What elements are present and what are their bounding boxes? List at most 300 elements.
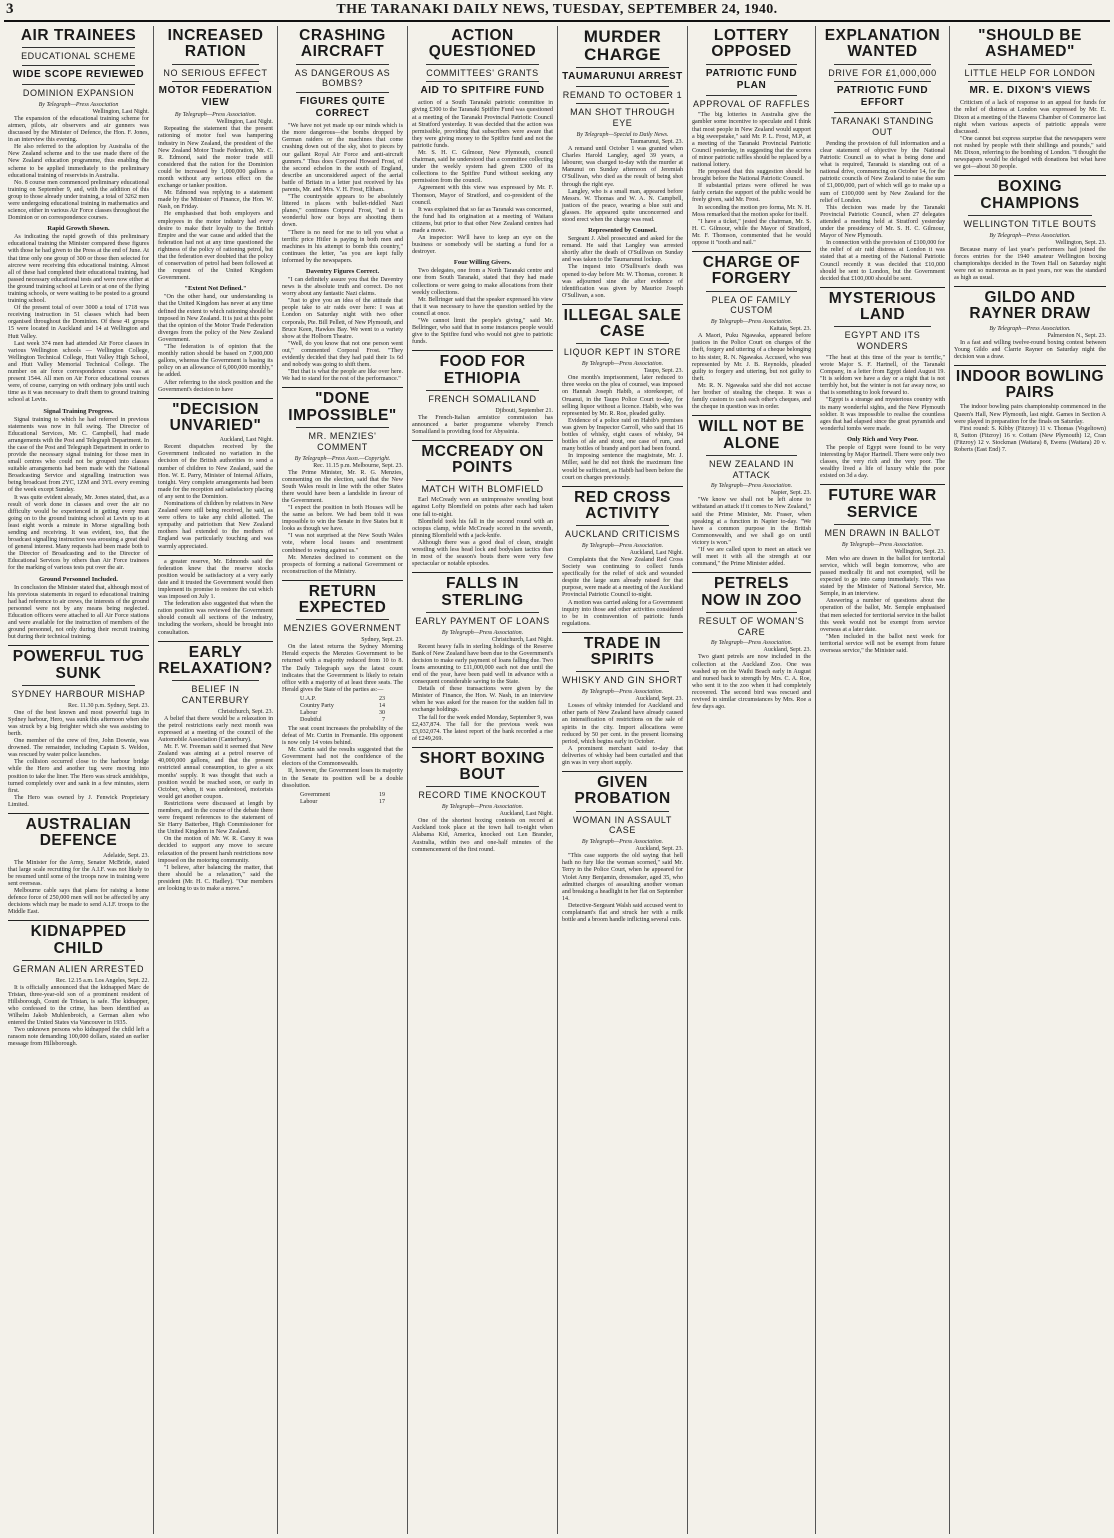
headline: FUTURE WAR SERVICE [828,487,937,521]
headline: CHARGE OF FORGERY [702,254,801,288]
deck: AS DANGEROUS AS BOMBS? [294,67,391,89]
byline: By Telegraph—Press Association. [710,640,793,647]
paragraph: Mr. S. H. C. Gilmour, New Plymouth, council chairman, said he understood that a committee collecting under the weekly system had given £300 of its collections to the Spitfire Fund without seeking any permission from the council. [412,149,553,185]
paragraph: Last week 374 men had attended Air Force classes in various Wellington schools — Wellington College, Wellington Technical College, Hutt Valley High School, and Hutt Valley Memorial Technical College. The number on air force correspondence courses was at present 1544. All men on Air Force educational courses were, of course, carrying on with ordinary jobs until such time as it was necessary to draft them to ground training school at Levin. [8,340,149,404]
party-name: Labour [300,798,318,805]
dateline: Wellington, Last Night. [92,108,149,115]
headline: POWERFUL TUG SUNK [12,648,145,682]
paragraph: "The countryside appears to be absolutely littered in places with bullet-riddled Nazi planes," continues Corporal Frost, "and it is wonderful how our boys are shooting them down. [282,194,403,229]
seat-count: 30 [379,709,385,716]
paragraph: "We have not yet made up our minds which is the more dangerous—the bombs dropped by German raiders or the machines that come crashing down out of the sky, shot to pieces by our gallant Royal Air Force and anti-aircraft gunners." Thus does Corporal Howard Frost, of the second echelon in the south of England, describe an unconsidered aspect of the aerial battle of Britain in a letter just received by his parents, Mr. and Mrs. V. H. Frost, Eltham. [282,123,403,193]
paragraph: Although there was a good deal of clean, straight wrestling with less head lock and bodyslam tactics than in most of the season's bouts there were very few spectacular or notable episodes. [412,539,553,568]
paragraph: It was quite evident already, Mr. Jones stated, that, as a result of work done in classes and over the air no difficulty would be experienced in getting every man going on to the ground training school at Levin up to at least eight words a minute in Morse signalling both sending and receiving. It was evident, too, that the broadcast signalling instruction was arousing a great deal of general interest. Many requests had been made both to the Director of Broadcasting and to the Director of Educational Services by others than Air Force trainees for the marking of various tests put over the air. [8,494,149,572]
byline: By Telegraph—Press Association. [441,804,524,811]
article-not-alone [692,419,811,568]
paragraph: Complaints that the New Zealand Red Cross Society was continuing to collect funds specifically for the relief of sick and wounded despite the large sum already raised for that purpose, were made at a meeting of the Auckland Provincial Patriotic Council to-night. [562,557,683,599]
deck: MAN SHOT THROUGH EYE [570,107,675,129]
deck: GERMAN ALIEN ARRESTED [12,963,145,974]
article-body [8,116,149,222]
headline: INDOOR BOWLING PAIRS [955,367,1105,402]
subheading: Represented by Counsel. [588,227,657,235]
article-body [412,415,553,436]
paragraph: Mr. Bellringer said that the speaker expressed his view that it was necessary to have the question settled by the council at once. [412,296,553,317]
article-body [8,985,149,1049]
party-name: Country Party [300,702,334,709]
headline: MYSTERIOUS LAND [828,289,937,324]
party-name: Labour [300,709,318,716]
paragraph: Melbourne cable says that plans for raising a home defence force of 250,000 men will not be affected by any decisions which may be made to send A.I.F. troops to the Middle East. [8,887,149,916]
article-gildo-rayner [954,290,1106,361]
tally-row [300,717,385,724]
article-body [562,853,683,924]
paragraph: "Just to give you an idea of the attitude that people take to air raids over here: I was at London on Saturday night with two other corporals, Pte. Bill Pellett, of New Plymouth, and Bruce Keen, Hawkes Bay. We went to a variety show at the Holborn Theatre. [282,298,404,340]
deck: SYDNEY HARBOUR MISHAP [11,688,146,699]
byline: By Telegraph—Special to Daily News. [576,132,669,139]
paragraph: "I have a ticket," jested the chairman, Mr. S. H. C. Gilmour, while the Mayor of Stratford, Mr. F. Thomson, commented that he would oppose it "tooth and nail." [692,218,811,247]
article-body [954,340,1106,361]
paragraph: A motion was carried asking for a Government inquiry into those and other activities considered to be in contravention of patriotic funds regulations. [562,599,683,627]
deck: NO SERIOUS EFFECT [163,67,268,78]
dateline: Napier, Sept. 23. [770,490,811,497]
headline: PETRELS NOW IN ZOO [701,575,802,609]
paragraph: Evidence of a police raid on Habib's premises was given by Inspector Carroll, who said that 16 bottles of whisky, eight cases of whisky, 94 bottles of ale and stout, one case of rum, and many bottles of brandy and port had been found. [562,417,683,453]
paragraph: The fall for the week ended Monday, September 9, was £2,437,874. The fall for the previous week was £3,032,074. The latest report of the bank recorded a rise of £249,269. [412,714,553,742]
article-crashing-aircraft [282,28,403,383]
paragraph: The Minister for the Army, Senator McBride, stated that large scale recruiting for the A.I.F. was not likely to be resumed until some of the troops now in training were sent overseas. [8,859,149,887]
tally-row [300,710,385,717]
article-body [8,234,149,404]
article-body [8,417,149,573]
byline: By Telegraph—Press Association. [581,839,664,846]
paragraph: Because many of last year's performers had joined the forces entries for the 1940 amateur Wellington boxing championships decided in the Town Hall on Saturday night were not so numerous as in past years, nor was the standard as high as usual. [954,246,1106,281]
party-name: U.A.P. [300,695,316,702]
headline: KIDNAPPED CHILD [30,923,127,957]
article-body [412,100,553,256]
article-lottery-opposed [692,28,811,247]
paragraph: "On the other hand, our understanding is that the United Kingdom has never at any time defined the extent to which rationing should be imposed in New Zealand. It is just at this point that the opinion of the Motor Trade Federation diverges from the policy of the New Zealand Government. [158,294,273,343]
headline: GILDO AND RAYNER DRAW [969,289,1091,323]
subheading: Four Willing Givers. [453,259,512,267]
byline: By Telegraph—Press Association [38,101,119,108]
headline: EXPLANATION WANTED [824,27,941,61]
paragraph: In a fast and willing twelve-round boxing contest between Young Gildo and Clarrie Rayner on Saturday night the decision was a draw. [954,339,1106,360]
paragraph: Sergeant J. Abel prosecuted and asked for the remand. He said that Langley was arrested shortly after the death of O'Sullivan on Sunday and was taken to the Taumarunui lockup. [562,236,683,264]
paragraph: A remand until October 1 was granted when Charles Harold Langley, aged 39 years, a labourer, was charged to-day with the murder at Manunui on Sunday afternoon of Jeremiah O'Sullivan, who died as the result of being shot through the right eye. [562,146,683,188]
byline: By Telegraph—Press Association. [581,689,664,696]
article-body [692,333,811,411]
paragraph: "If we are called upon to meet an attack we will meet it with all the strength at our command," the Prime Minister added. [692,547,811,568]
article-tug [8,649,149,809]
party-name: Government [300,791,330,798]
paragraph: "We know we shall not be left alone to withstand an attack if it comes to New Zealand," said the Prime Minister, Mr. Fraser, when speaking at a function in Napier to-day. "We have a common purpose in the British Commonwealth, and we shall go on until victory is won." [692,497,811,546]
headline: EARLY RELAXATION? [158,643,273,677]
article-increased-ration [158,28,273,394]
article-should-be-ashamed [954,28,1106,171]
article-done-impossible [282,391,403,576]
paragraph: In seconding the motion pro forma, Mr. N. H. Moss remarked that the motion spoke for itself. [692,204,811,218]
paragraph: "I can definitely assure you that the Daventry news is the absolute truth and correct. Do not worry about any fantastic Nazi claims. [282,277,403,298]
article-body [158,294,273,393]
paragraph: "I believe, after balancing the matter, that there should be a relaxation," said the president (Mr. H. C. Hadley). "Our members are looking to us to make a move." [158,864,273,893]
tally-row [300,703,385,710]
deck: APPROVAL OF RAFFLES [693,98,810,109]
headline: AIR TRAINEES [20,27,137,44]
article-body [158,716,273,893]
page-number: 3 [6,1,14,17]
headline: BOXING CHAMPIONS [980,178,1080,212]
byline: By Telegraph—Press Association. [841,541,924,548]
dateline: Taumarunui, Sept. 23. [629,139,683,146]
headline: ILLEGAL SALE CASE [563,306,682,341]
article-body [282,470,403,576]
paragraph: First round: S. Kibby (Fitzroy) 11 v. Thomas (Vogeltown) 8, Sutton (Fitzroy) 16 v. Cottam (New Plymouth) 12, Cran (Fitzroy) 12 v. Stockman (Waitara) 8, Ewens (Waitara) 20 v. Roberts (East End) 7. [954,425,1106,453]
headline: LOTTERY OPPOSED [711,27,792,61]
article-body [158,126,273,282]
article-kidnapped [8,924,149,1048]
deck: NEW ZEALAND IN ATTACK [709,458,794,480]
dateline: Auckland, Sept. 23. [635,696,683,703]
seat-count: 17 [379,798,385,805]
paragraph: Signal training to which he had referred in previous statements was now in full swing. The Director of Educational Services, Mr. C. Campbell, had made arrangements with the Post and Telegraph Department. In the case of the Post and Telegraph Department in order to provide the necessary signal training for those men in small centres who could not be grouped into classes suitable arrangements had been made with the National Broadcasting Service and signalling instruction was being broadcast from 2YC, 1ZM and 3YL every evening of the week except Sunday. [8,416,149,494]
article-decision-unvaried [158,402,273,551]
paragraph: In imposing sentence the magistrate, Mr. J. Miller, said he did not think the maximum fine would be sufficient, as Habib had been before the court on charges previously. [562,453,683,481]
paragraph: He emphasised that both employers and employees in the motor industry had every desire to make their loyalty to the British Empire and the war cause and added that the federation had not at any time questioned the rightness of the policy of rationing petrol, but that the federation ever doubted that the policy of conservation of petrol had been followed at the request of the United Kingdom Government. [158,211,273,282]
column-1 [4,26,154,1534]
dateline: Auckland, Last Night. [629,550,683,557]
tally-row [300,696,385,703]
paragraph: "I was not surprised at the New South Wales vote, where local issues and resentment combined to swing against us." [282,533,403,554]
senate-tally [300,792,385,806]
deck: MR. MENZIES' COMMENT [308,430,377,452]
deck: AID TO SPITFIRE FUND [420,85,545,97]
dateline: Rec. 11.15 p.m. Melbourne, Sept. 23. [313,462,403,469]
dateline: Taupo, Sept. 23. [643,368,683,375]
paragraph: Two giant petrels are now included in the collection at the Auckland Zoo. One was washed up on the Waihi Beach early in August and nursed back to strength by Mrs. C. A. Roe, who sent it to the zoo when it had completely recovered. The second bird was rescued and revived in similar circumstances by Mrs. Roe a few days ago. [692,654,811,711]
deck: COMMITTEES' GRANTS [426,67,539,78]
seat-count: 19 [379,791,385,798]
paragraph: "The federation is of opinion that the monthly ration should be based on 7,000,000 gallons, whereas the Government is basing its policy on an allowance of 6,000,000 monthly," he added. [158,344,273,379]
paragraph: Blomfield took his fall in the second round with an octopus clamp, while McCready scored in the seventh, pinning Blomfield with a jack-knife. [412,518,553,539]
deck: AUCKLAND CRITICISMS [565,529,680,540]
deck: MOTOR FEDERATION VIEW [158,85,273,109]
article-australian-defence [8,817,149,916]
paragraph: One month's imprisonment, later reduced to three weeks on the plea of counsel, was imposed on Hannah Joseph Habib, a storekeeper, of Oruanui, in the Taupo Police Court to-day, for selling liquor without a licence. Habib, who was represented by Mr. R. Roe, pleaded guilty. [562,375,683,417]
article-body [692,654,811,711]
paragraph: He proposed that this suggestion should be brought before the National Patriotic Council. [692,169,811,183]
paragraph: After referring to the stock position and the Government's decision to have [158,379,273,393]
party-tally [300,696,385,724]
article-body [282,726,403,790]
column-8 [950,26,1110,1534]
deck: LIQUOR KEPT IN STORE [563,347,682,358]
article-boxing-champions [954,179,1106,282]
seat-count: 23 [379,695,385,702]
dateline: Kaitaia, Sept. 23. [769,326,811,333]
deck: EDUCATIONAL SCHEME [21,51,136,62]
paragraph: One member of the crew of five, John Downie, was drowned. The remainder, including Captain S. Weldon, was rescued by water police launches. [8,738,149,759]
paragraph: On the latest returns the Sydney Morning Herald expects the Menzies Government to be returned with a majority reduced from 10 to 8. The Daily Telegraph says the latest count indicates that the Government is likely to retain office with a majority of at least three seats. The Herald gives the State of the parties as:— [282,644,403,693]
article-body [692,112,811,247]
headline: INCREASED RATION [167,27,264,61]
subheading: Ground Personnel Included. [39,575,118,583]
article-body [820,556,945,655]
article-action-questioned [412,28,553,346]
paragraph: Of the present total of over 3000 a total of 1718 was receiving instruction in 51 classes which had been organised throughout the Dominion. Of these 41 groups 15 were located in Auckland and 14 at Wellington and Hutt Valley. [8,305,149,340]
subheading: Rapid Growth Shown. [47,225,110,233]
article-murder-charge [562,28,683,300]
paragraph: On the motion of Mr. W. R. Carey it was decided to support any move to secure relaxation of the present harsh restrictions now imposed on the motoring community. [158,836,273,864]
paragraph: The expansion of the educational training scheme for airmen, pilots, air observers and air gunners was discussed by the Minister of Defence, the Hon. F. Jones, in an interview this evening. [8,115,149,144]
paragraph: He also referred to the adoption by Australia of the New Zealand scheme and to the use made there of the New Zealand education programme, thus enabling the scheme to be applied immediately to the preliminary educational training of reservists in Australia. [8,144,149,179]
seat-count: 14 [379,702,385,709]
headline: SHORT BOXING BOUT [419,749,546,784]
dateline: Auckland, Sept. 23. [635,846,683,853]
article-falls-sterling [412,576,553,743]
paragraph: action of a South Taranaki patriotic committee in giving £300 to the Taranaki Spitfire Fund was questioned at a meeting of the Taranaki Provincial Patriotic Council at Stratford yesterday. It was decided that the action was permissible, providing that subscribers were aware that they were giving money to the Spitfire fund and not the patriotic funds. [412,100,553,149]
article-body [282,123,403,265]
article-body [562,375,683,481]
subheading: "Extent Not Defined." [184,285,247,293]
paragraph: Two delegates, one from a North Taranaki centre and one from South Taranaki, stated that they had made collections or were going to make allocations from their weekly collections. [412,268,553,296]
headline: WILL NOT BE ALONE [698,418,805,452]
headline: "DECISION UNVARIED" [169,400,262,434]
deck: PATRIOTIC FUND PLAN [705,67,798,91]
column-4 [408,26,558,1534]
headline: TRADE IN SPIRITS [583,634,662,669]
paragraph: Details of these transactions were given by the Minister of Finance, the Hon. W. Nash, in an interview when he was asked for the reason for the sudden fall in exchange holdings. [412,686,553,714]
dateline: Christchurch, Sept. 23. [217,708,273,715]
dateline: Rec. 12.15 a.m. Los Angeles, Sept. 22. [55,977,149,984]
paragraph: This decision was made by the Taranaki Provincial Patriotic Council, when 27 delegates attended a meeting held at Stratford yesterday under the presidency of Mr. S. H. C. Gilmour, Mayor of New Plymouth. [820,204,945,240]
dateline: Adelaide, Sept. 23. [103,852,149,859]
paragraph: Mr. R. N. Ngawaka said she did not accuse her brother of stealing the cheque. It was a family custom to cash each other's cheques, and the cheque in question was in order. [692,382,811,411]
deck: MR. E. DIXON'S VIEWS [969,85,1091,97]
party-name: Doubtful [300,716,322,723]
deck: TAUMARUNUI ARREST [562,70,683,82]
article-body [954,247,1106,282]
byline: By Telegraph—Press Association. [581,543,664,550]
headline: "SHOULD BE ASHAMED" [978,27,1082,61]
dateline: Christchurch, Last Night. [492,636,553,643]
article-food-ethiopia [412,354,553,436]
headline: "DONE IMPOSSIBLE" [288,390,397,424]
article-body [412,497,553,568]
deck: RESULT OF WOMAN'S CARE [698,615,805,637]
paragraph: The French-Italian armistice commission has announced a barter programme whereby French Somaliland is providing food for Abyssinia. [412,414,553,435]
headline: CRASHING AIRCRAFT [299,27,386,61]
headline: FALLS IN STERLING [441,575,524,609]
paragraph: It is officially announced that the kidnapped Marc de Tristan, three-year-old son of a prominent resident of Hillsborough, Count de Tristan, is safe. The kidnapper, who confessed to the crime, has been identified as Wilhelm Jakob Muhlenbroich, a German alien who entered the United States via Vancouver in 1935. [8,984,149,1027]
paragraph: Detective-Sergeant Walsh said accused went to complainant's flat and struck her with a milk bottle and a broom handle inflicting several cuts. [562,902,683,924]
paragraph: In connection with the provision of £100,000 for the relief of air raid distress at London it was stated that at a meeting of the National Patriotic Council recently it was decided that £10,000 should be sent to London, but the Government decided that £100,000 should be sent. [820,240,945,282]
article-body [8,860,149,917]
paragraph: "But that is what the people are like over here. We had to stand for the rest of the performance." [282,369,403,383]
paragraph: A prominent merchant said to-day that deliveries of whisky had been curtailed and that gin was in very short supply. [562,745,683,767]
paragraph: As indicating the rapid growth of this preliminary educational training the Minister compared these figures with those he had given to the Press at the end of June. At that time only one group of 300 or those then selected for aircrew were receiving this educational training. Almost all of these had completed their educational training, had passed necessary educational tests and were now either at the ground training school at Levin or at one of the flying training schools, or were waiting to be posted to a ground training school. [8,234,149,305]
byline: By Telegraph—Press Association. [710,483,793,490]
headline: ACTION QUESTIONED [428,27,537,61]
subheading: Signal Training Progress. [43,407,114,415]
article-future-war-service [820,488,945,655]
byline: By Telegraph—Press Association. [581,361,664,368]
article-red-cross [562,490,683,628]
paragraph: Recent dispatches received by the Government indicated no variation in the decision of the British authorities to send a number of children to New Zealand, said the Hon. W. E. Parry, Minister of Internal Affairs, tonight. Very complete arrangements had been made for the reception and satisfactory placing of any sent to the Dominion. [158,444,273,500]
article-early-relaxation [158,645,273,893]
article-body [820,355,945,433]
headline: GIVEN PROBATION [574,774,671,808]
article-body [562,557,683,628]
dateline: Wellington, Sept. 23. [894,548,945,555]
paragraph: Earl McCready won an unimpressive wrestling bout against Lofty Blomfield on points after each had taken one fall to-night. [412,497,553,518]
subheading: Only Rich and Very Poor. [846,435,919,443]
deck: MEN DRAWN IN BALLOT [824,527,941,538]
deck: DRIVE FOR £1,000,000 [828,67,937,78]
deck: EARLY PAYMENT OF LOANS [415,615,550,626]
deck: LITTLE HELP FOR LONDON [964,67,1096,78]
paragraph: "The big lotteries in Australia give the gambler some incentive to speculate and I think that most people in New Zealand would support a big sweepstake," said Mr. P. L. Frost, M.P., at a meeting of the Taranaki Provincial Patriotic Council yesterday, in suggesting that the scores of minor patriotic raffles should be replaced by a national lottery. [692,112,812,168]
deck: WELLINGTON TITLE BOUTS [963,218,1097,229]
paragraph: Repeating the statement that the present rationing of motor fuel was hampering industry in New Zealand, the president of the New Zealand Motor Trade Federation, Mr. C. R. Edmond, said the motor trade still considered that the ration for the Dominion could be increased by 1,000,000 gallons a month without any serious effect on the exchange or tanker position. [158,126,273,190]
article-illegal-sale [562,308,683,482]
paragraph: Mr. F. W. Freeman said it seemed that New Zealand was aiming at a petrol reserve of 40,000,000 gallons, and that the present restricted annual consumption, to give a six months' supply. It was thought that such a position would be reached soon, or early in October, when, it was understood, motorists would get another coupon. [158,744,273,800]
deck: PLEA OF FAMILY CUSTOM [711,294,792,316]
paragraph: One of the shortest boxing contests on record at Auckland took place at the town hall to-night when Alabama Kid, America, knocked out Len Brander, Australia, within two and one-half minutes of the commencement of the first round. [412,818,553,853]
deck: MATCH WITH BLOMFIELD [421,483,544,494]
column-6 [688,26,816,1534]
tally-row [300,799,385,806]
deck: MENZIES GOVERNMENT [283,623,402,634]
deck: WOMAN IN ASSAULT CASE [573,814,672,836]
deck: REMAND TO OCTOBER 1 [562,89,683,100]
paragraph: "One cannot but express surprise that the newspapers were not rushed by people with their shillings and pounds," said Mr. Dixon, referring to the bombing of London. "I thought the newspapers would be deluged with donations but what have we got—about 30 people. [954,135,1106,171]
article-body [8,585,149,642]
article-body [562,703,683,767]
article-petrels [692,576,811,711]
paragraph: The people of Egypt were found to be very interesting by Major Hartnell. There were only two classes, the very rich and the very poor. The wealthy lived a life of luxury while the poor existed on 3d a day. [820,444,945,480]
headline: RED CROSS ACTIVITY [574,488,671,522]
article-body [954,100,1106,171]
paragraph: A Maori, Puku Ngawaka, appeared before justices in the Police Court on charges of the theft, forgery and uttering of a cheque belonging to his sister, R. N. Ngawaka. Accused, who was represented by Mr. J. B. Reynolds, pleaded guilty to forgery and uttering, but not guilty to theft. [692,333,811,382]
article-mccready [412,444,553,568]
paragraph: The Hero was owned by J. Fenwick Proprietary Limited. [8,794,149,808]
paragraph: Answering a number of questions about the operation of the ballot, Mr. Semple emphasised that men selected for territorial service in the ballot this week would not be exempt from service overseas at a later date. [820,598,945,633]
article-body [412,818,553,853]
paragraph: An inspector: We'll have to keep an eye on the business or somebody will be starting a fund for a destroyer. [412,235,553,256]
dateline: Auckland, Last Night. [499,811,553,818]
article-trade-spirits [562,636,683,767]
paragraph: Two unknown persons who kidnapped the child left a ransom note demanding 100,000 dollars, stated an earlier message from Hillsborough. [8,1027,149,1048]
paragraph: a greater reserve, Mr. Edmonds said the federation knew that the reserve stocks position would be satisfactory at a very early date and it trusted the Government would then implement its promise to restore the cut which was imposed on July 1. [158,558,273,601]
deck: RECORD TIME KNOCKOUT [418,790,547,801]
paragraph: The indoor bowling pairs championship commenced in the Queen's Hall, New Plymouth, last night. Games in Section A were played in preparation for the finals on Saturday. [954,404,1106,425]
article-body [8,710,149,809]
paragraph: Recent heavy falls in sterling holdings of the Reserve Bank of New Zealand have been due to the Government's decision to make early payment of loans falling due. Two loans amounting to £11,000,000 each not due until the end of the year, have been paid well in advance with a consequent considerable saving to the State. [412,643,553,686]
paragraph: "Well, do you know that not one person went out," commented Corporal Frost. "They evidently decided that they had paid their 1s 6d and nobody was going to shift them. [282,340,403,369]
seat-count: 7 [382,716,385,723]
headline: RETURN EXPECTED [298,582,387,617]
paragraph: In conclusion the Minister stated that, although most of his previous statements in regard to educational training had had reference to air crews, the interests of the ground personnel were not by any means being neglected. Education officers were attached to all Air Force stations and were available for the instruction of members of the ground personnel, not only during their recruit training but during their technical training. [8,584,149,641]
paragraph: Mr. Curtin said the results suggested that the Government had not the confidence of the electors of the Commonwealth. [282,747,403,768]
paragraph: "The heat at this time of the year is terrific," wrote Major S. F. Hartnell, of the Taranaki Company, in a letter from Egypt dated August 19. "It is seldom we have a day or a night that is not terribly hot, but the winter is not far away now, so that is something to look forward to. [820,354,945,397]
paragraph: The seat count increases the probability of the defeat of Mr. Curtin in Fremantle. His opponent is now only 14 votes behind. [282,725,403,747]
dateline: Rec. 11.30 p.m. Sydney, Sept. 23. [67,702,149,709]
deck: DOMINION EXPANSION [22,88,135,99]
paragraph: One of the best known and most powerful tugs in Sydney harbour, Hero, was sunk this afternoon when she was struck by a big freighter which she was assisting to berth. [8,709,149,737]
paragraph: If, however, the Government loses its majority in the Senate its position will be a double dissolution. [282,768,403,789]
deck: EGYPT AND ITS WONDERS [844,330,921,352]
tally-row [300,792,385,799]
deck: WHISKY AND GIN SHORT [562,675,683,686]
article-return-expected [282,584,403,806]
masthead-title: THE TARANAKI DAILY NEWS, TUESDAY, SEPTEMBER 24, 1940. [336,2,778,17]
article-indoor-bowling [954,369,1106,454]
deck: FRENCH SOMALILAND [428,393,537,404]
article-body [562,146,683,224]
paragraph: Langley, who is a small man, appeared before Messrs. W. Thomas and W. A. N. Campbell, justices of the peace, wearing a blue suit and glasses. He appeared quite unconcerned and stood erect when the charge was read. [562,188,683,224]
deck: WIDE SCOPE REVIEWED [12,69,145,81]
paragraph: "We cannot limit the people's giving," said Mr. Bellringer, who said that in some instances people would give to the Spitfire fund who would not give to patriotic funds. [412,318,553,346]
article-body [954,404,1106,454]
paragraph: "There is no need for me to tell you what a terrific price Hitler is paying in both men and machines in his attempt to bomb this country," continues the letter, "as you are kept fully informed by the newspapers. [282,229,403,264]
paragraph: No. 8 course men commenced preliminary educational training on September 9, and, with the addition of this group to those already under training, a total of 3262 men were undergoing educational training in mathematics and science, either in various Air Force classes throughout the Dominion or on correspondence courses. [8,179,149,222]
byline: By Telegraph—Press Association. [174,112,257,119]
article-body-continued [158,559,273,637]
byline: By Telegraph—Press Assn.—Copyright. [294,455,391,462]
headline: FOOD FOR ETHIOPIA [439,353,526,387]
article-body [158,444,273,550]
byline: By Telegraph—Press Association. [441,629,524,636]
paragraph: Pending the provision of full information and a clear statement of objective by the National Patriotic Council as to what is being done and what is required, Taranaki is standing out of a national drive, commencing on October 14, for the patriotic councils of New Zealand to raise the sum of £1,000,000, part of which will go to make up a sum of £100,000 sent by New Zealand for the relief of London. [820,140,945,204]
paragraph: "I expect the position in both Houses will be the same as before. We had been told it was impossible to win the Senate in five States but it looks as though we have. [282,505,403,533]
subheading: Daventry Figures Correct. [305,268,380,275]
article-mysterious-land [820,291,945,481]
column-2 [154,26,278,1534]
paragraph: Mr. Menzies declined to comment on the prospects of forming a national Government or reconstruction of the Ministry. [282,554,403,575]
article-body [562,236,683,300]
paragraph: A belief that there would be a relaxation in the petrol restrictions early next month was expressed at a meeting of the council of the Automobile Association (Canterbury). [158,715,273,744]
paragraph: Restrictions were discussed at length by members, and in the course of the debate there were frequent references to the statement of Sir Harry Batterbee, High Commissioner for the United Kingdom in New Zealand. [158,800,273,836]
paragraph: The federation also suggested that when the ration position was reviewed the Government should consult all sections of the industry, including the workers, should be brought into consultation. [158,601,273,636]
column-5 [558,26,688,1534]
dateline: Auckland, Sept. 23. [763,647,811,654]
article-given-probation [562,775,683,924]
dateline: Wellington, Sept. 23. [1055,239,1106,246]
article-body [692,497,811,568]
dateline: Sydney, Sept. 23. [361,637,403,644]
paragraph: "Men included in the ballot next week for territorial service will not be exempt from future overseas service," the Minister said. [820,633,945,654]
paragraph: Losses of whisky intended for Auckland and other parts of New Zealand have already caused an intensification of restrictions on the sale of spirits in the city. Import allocations were reduced by 50 per cent. in the present licensing period, which begins early in October. [562,703,683,745]
deck: PATRIOTIC FUND EFFORT [836,85,929,109]
article-air-trainees [8,28,149,641]
paragraph: It was explained that so far as Taranaki was concerned, the fund had its origination at a meeting of Waitara citizens, but prior to that other New Zealand centres had made a move. [412,206,553,235]
article-short-boxing-bout [412,751,553,854]
column-7 [816,26,950,1534]
headline: MCCREADY ON POINTS [421,443,544,477]
byline: By Telegraph—Press Association. [989,325,1071,332]
article-forgery [692,255,811,411]
dateline: Palmerston N., Sept. 23. [1047,332,1106,339]
dateline: Auckland, Last Night. [219,437,273,444]
article-body [412,268,553,346]
byline: By Telegraph—Press Association. [710,319,793,326]
paragraph: "Egypt is a strange and mysterious country with its many wonderful sights, and the New Plymouth soldier. It was impossible to realise the countless ages that had elapsed since the great pyramids and wonderful tombs were made. [820,397,945,432]
article-body [820,141,945,283]
paragraph: Mr. Edmond was replying to a statement made by the Minister of Finance, the Hon. W. Nash, on Friday. [158,190,273,211]
article-body [282,277,403,383]
byline: By Telegraph—Press Association. [989,232,1071,239]
paragraph: Men who are drawn in the ballot for territorial service, which will begin tomorrow, who are passed medically fit and not exempted, will be expected to go into camp immediately. This was stated by the Minister of National Service, Mr. Semple, in an interview. [820,555,945,598]
paragraph: "This case supports the old saying that hell hath no fury like the woman scorned," said Mr. Terry in the Police Court, when he appeared for Violet Amy Benjamin, dressmaker, aged 35, who admitted charges of assaulting another woman and breaking a headlight in her flat on September 14. [562,853,683,902]
